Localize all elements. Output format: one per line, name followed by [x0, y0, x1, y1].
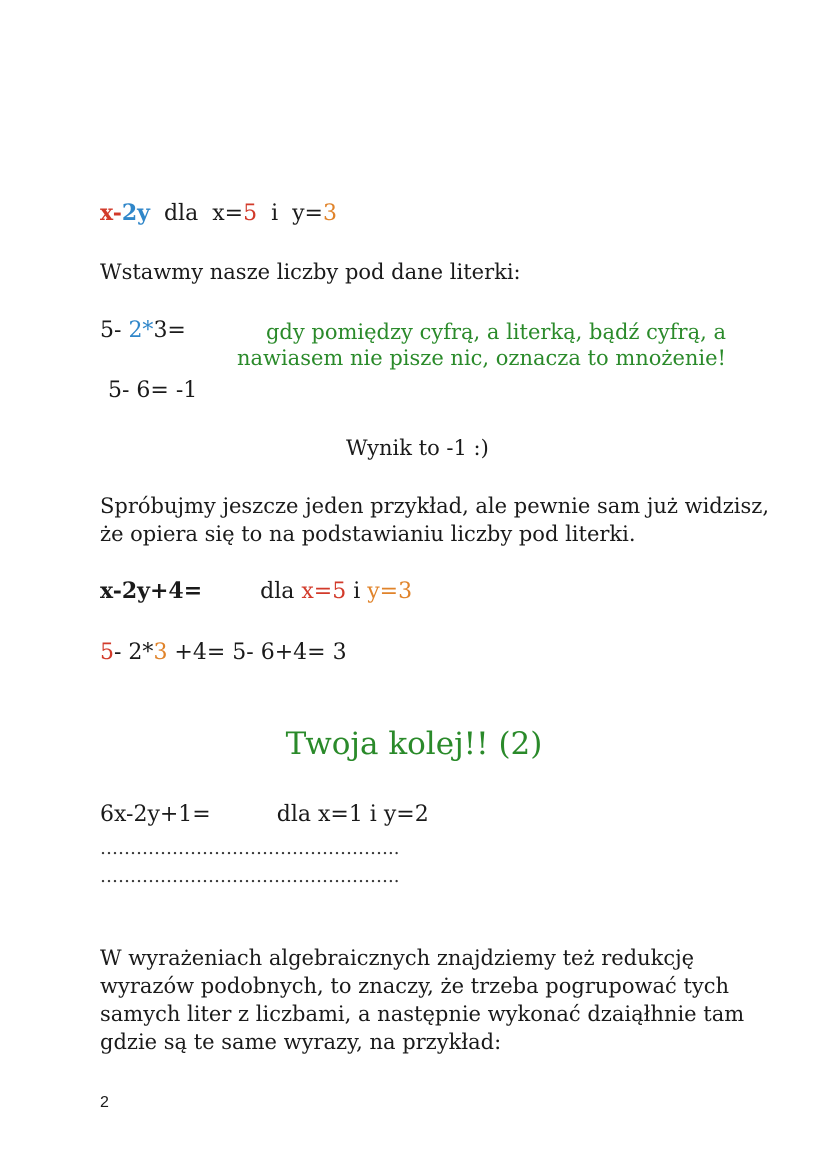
y-value: 3: [322, 201, 337, 226]
x-assign-2: x=5: [301, 579, 347, 604]
y-assign-2: y=3: [367, 579, 413, 604]
answer-line-2[interactable]: …………………………………………..: [100, 866, 400, 887]
y-eq: y=: [292, 201, 323, 226]
and-word-2: i: [346, 579, 368, 604]
dla-word: dla: [163, 201, 199, 226]
step-1-b: 2*: [128, 318, 154, 343]
dla-word-2: dla: [260, 579, 302, 604]
calc-2-a: 5: [100, 640, 114, 665]
task-line: [100, 802, 429, 827]
para-2-line-2: wyrazów podobnych, to znaczy, że trzeba pogrupować tych: [100, 974, 729, 998]
calculation-2: [100, 640, 347, 665]
calc-2-c: 3: [153, 640, 168, 665]
x-value: 5: [243, 201, 258, 226]
step-1: [100, 318, 186, 343]
x-eq: x=: [212, 201, 244, 226]
note-line-1: gdy pomiędzy cyfrą, a literką, bądź cyfrą, a: [265, 320, 726, 344]
paragraph-1: [100, 492, 769, 548]
example-2-line: [100, 578, 412, 604]
para-2-line-1: W wyrażeniach algebraicznych znajdziemy też redukcję: [100, 946, 695, 970]
task-expr: 6x-2y+1=: [100, 802, 211, 827]
para-1-line-1: Spróbujmy jeszcze jeden przykład, ale pewnie sam już widzisz,: [100, 494, 770, 518]
expr-x: x-: [100, 200, 122, 226]
and-word: i: [271, 201, 279, 226]
multiplication-note: [237, 320, 726, 370]
expr-2y: 2y: [121, 200, 150, 226]
calc-2-b: - 2*: [114, 640, 154, 665]
answer-line-1[interactable]: …………………………………………..: [100, 838, 400, 859]
step-1-c: 3=: [153, 318, 186, 343]
step-1-a: 5-: [100, 318, 129, 343]
your-turn-heading: Twoja kolej!! (2): [285, 726, 543, 762]
para-1-line-2: że opiera się to na podstawianiu liczby pod literki.: [100, 522, 636, 546]
task-condition: dla x=1 i y=2: [276, 802, 429, 827]
page-number: 2: [100, 1094, 109, 1111]
result-text: Wynik to -1 :): [346, 436, 489, 460]
example-2-expr: x-2y+4=: [100, 578, 203, 604]
step-2: 5- 6= -1: [108, 378, 198, 403]
para-2-line-3: samych liter z liczbami, a następnie wykonać dzaiąłhnie tam: [100, 1002, 745, 1026]
calc-2-d: +4= 5- 6+4= 3: [167, 640, 347, 665]
paragraph-2: [100, 944, 744, 1056]
intro-text: Wstawmy nasze liczby pod dane literki:: [100, 260, 521, 284]
note-line-2: nawiasem nie pisze nic, oznacza to mnożenie!: [236, 346, 726, 370]
example-1-line: [100, 200, 337, 226]
para-2-line-4: gdzie są te same wyrazy, na przykład:: [100, 1030, 502, 1054]
